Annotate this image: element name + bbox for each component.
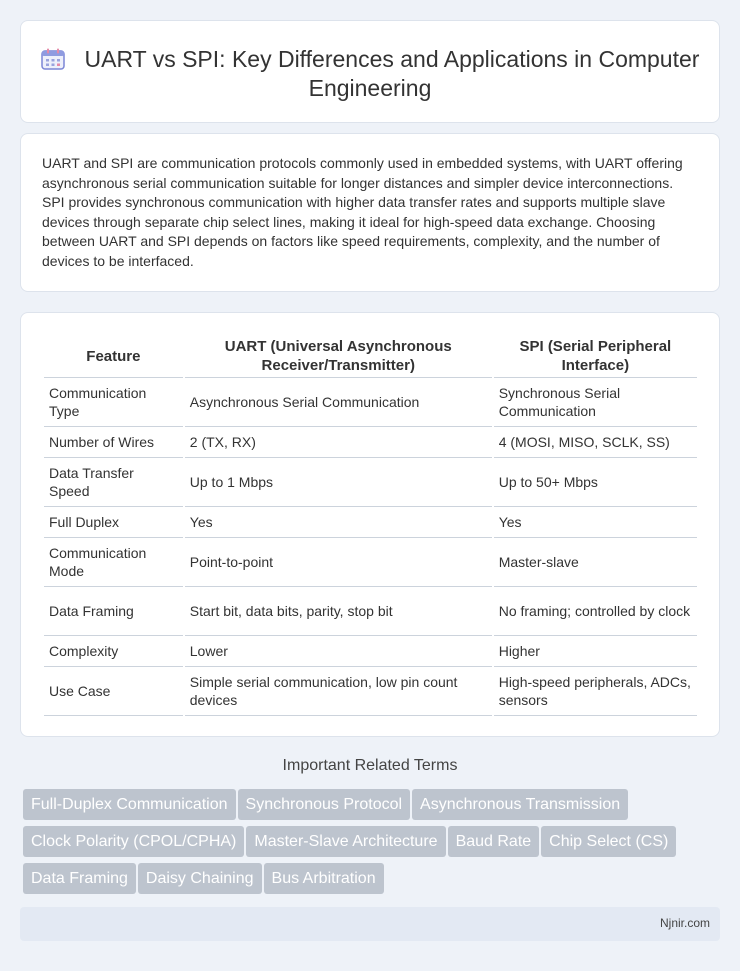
related-terms-heading: Important Related Terms [282, 757, 458, 774]
column-header-feature: Feature [44, 333, 183, 378]
table-cell: 2 (TX, RX) [185, 427, 492, 458]
table-row [44, 378, 697, 427]
table-cell: Point-to-point [185, 538, 492, 587]
table-cell: Yes [494, 507, 697, 538]
page-title-block [21, 45, 719, 103]
table-row [44, 587, 697, 636]
table-cell: Up to 50+ Mbps [494, 458, 697, 507]
footer-site-link[interactable]: Njnir.com [659, 916, 710, 930]
table-header-row [44, 333, 697, 378]
table-row [44, 427, 697, 458]
related-term-tag[interactable]: Data Framing [23, 863, 136, 894]
title-card [20, 20, 720, 123]
table-cell: No framing; controlled by clock [494, 587, 697, 636]
intro-card [20, 133, 720, 292]
footer [20, 907, 720, 941]
table-row [44, 636, 697, 667]
table-cell: Master-slave [494, 538, 697, 587]
table-cell: Data Framing [44, 587, 183, 636]
related-term-tag[interactable]: Full-Duplex Communication [23, 789, 236, 820]
table-cell: High-speed peripherals, ADCs, sensors [494, 667, 697, 716]
column-header-spi: SPI (Serial Peripheral Interface) [494, 333, 697, 378]
related-term-tag[interactable]: Baud Rate [448, 826, 540, 857]
table-cell: Number of Wires [44, 427, 183, 458]
related-term-tag[interactable]: Daisy Chaining [138, 863, 262, 894]
column-header-uart: UART (Universal Asynchronous Receiver/Transmitter) [185, 333, 492, 378]
related-term-tag[interactable]: Clock Polarity (CPOL/CPHA) [23, 826, 244, 857]
table-cell: Lower [185, 636, 492, 667]
related-term-tag[interactable]: Synchronous Protocol [238, 789, 411, 820]
intro-paragraph: UART and SPI are communication protocols commonly used in embedded systems, with UART offering asynchronous serial communication suitable for longer distances and simpler device interconnections. SPI provides synchronous communication with higher data transfer rates and supports multiple slave devices through separate chip select lines, making it ideal for high-speed data exchange. Choosing between UART and SPI depends on factors like speed requirements, complexity, and the number of devices to be interfaced. [42, 155, 683, 269]
table-cell: Communication Type [44, 378, 183, 427]
table-cell: Full Duplex [44, 507, 183, 538]
table-row [44, 538, 697, 587]
related-term-tag[interactable]: Bus Arbitration [264, 863, 384, 894]
table-cell: 4 (MOSI, MISO, SCLK, SS) [494, 427, 697, 458]
table-row [44, 458, 697, 507]
table-cell: Asynchronous Serial Communication [185, 378, 492, 427]
table-cell: Start bit, data bits, parity, stop bit [185, 587, 492, 636]
comparison-table [42, 333, 699, 716]
table-cell: Use Case [44, 667, 183, 716]
table-cell: Higher [494, 636, 697, 667]
comparison-table-card [20, 312, 720, 737]
related-term-tag[interactable]: Chip Select (CS) [541, 826, 676, 857]
table-cell: Communication Mode [44, 538, 183, 587]
calendar-icon [41, 48, 65, 70]
table-cell: Up to 1 Mbps [185, 458, 492, 507]
table-cell: Data Transfer Speed [44, 458, 183, 507]
related-term-tag[interactable]: Master-Slave Architecture [246, 826, 445, 857]
table-row [44, 507, 697, 538]
table-cell: Yes [185, 507, 492, 538]
table-row [44, 667, 697, 716]
table-cell: Complexity [44, 636, 183, 667]
related-terms-list [23, 789, 723, 900]
table-cell: Simple serial communication, low pin count devices [185, 667, 492, 716]
table-cell: Synchronous Serial Communication [494, 378, 697, 427]
page-title: UART vs SPI: Key Differences and Applications in Computer Engineering [84, 46, 700, 101]
related-term-tag[interactable]: Asynchronous Transmission [412, 789, 628, 820]
